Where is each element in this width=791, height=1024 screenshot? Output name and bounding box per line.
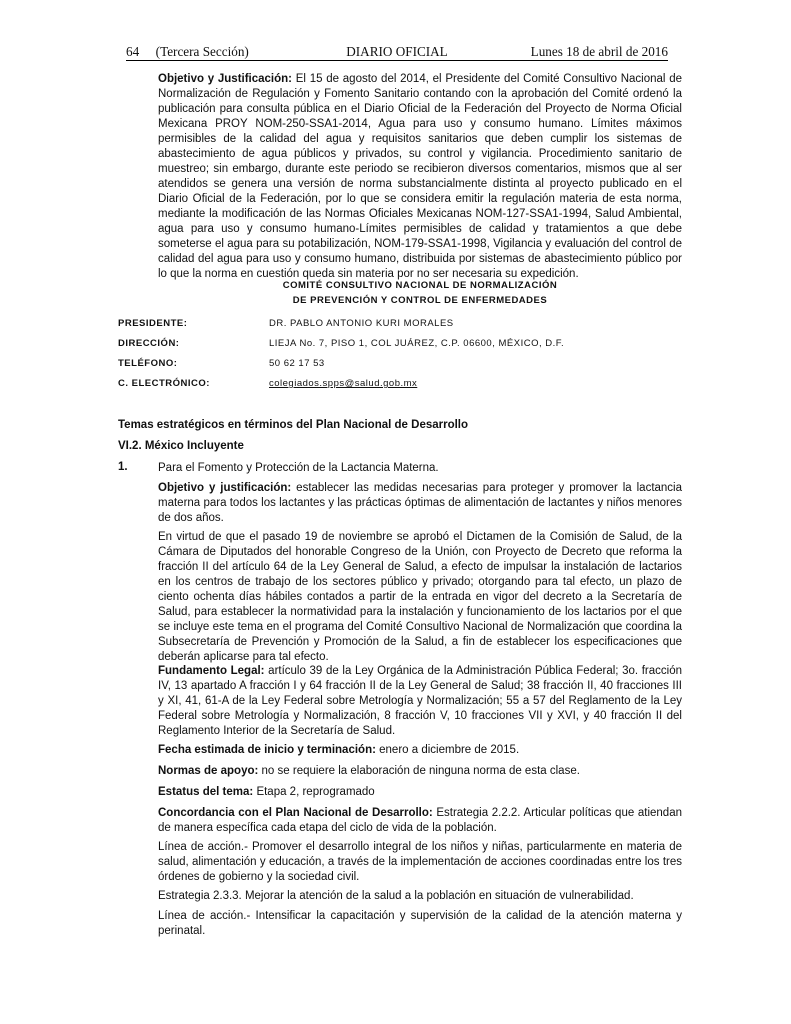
estatus-text: Etapa 2, reprogramado [256, 786, 375, 798]
email-link[interactable]: colegiados.spps@salud.gob.mx [269, 378, 418, 389]
linea-accion-2: Línea de acción.- Intensificar la capacitación y supervisión de la calidad de la atención materna y perinatal. [158, 910, 682, 937]
normas-text: no se requiere la elaboración de ninguna norma de esta clase. [261, 765, 580, 777]
page-number-section: 64 (Tercera Sección) [126, 44, 249, 59]
normas-label: Normas de apoyo: [158, 765, 259, 777]
section-title: Temas estratégicos en términos del Plan Nacional de Desarrollo [118, 419, 469, 431]
presidente-value: DR. PABLO ANTONIO KURI MORALES [269, 318, 454, 329]
intro-text: El 15 de agosto del 2014, el Presidente del Comité Consultivo Nacional de Normalización de Regulación y Fomento Sanitario contando con la aprobación del Comité ordenó la publicación para consulta pública en el Diario Oficial de la Federación del Proyecto de Norma Oficial Mexicana PROY NOM-250-SSA1-2014, Agua para uso y consumo humano. Límites máximos permisibles de la calidad del agua y requisitos sanitarios que deben cumplir los sistemas de abastecimiento de agua públicos y privados, su control y vigilancia. Procedimiento sanitario de muestreo; sin embargo, durante este periodo se recibieron diversos comentarios, mismos que al ser atendidos se genera una versión de norma substancialmente distinta al proyecto publicado en el Diario Oficial de la Federación, por lo que se considera emitir la regulación materia de esta norma, mediante la modificación de las Normas Oficiales Mexicanas NOM-127-SSA1-1994, Salud Ambiental, agua para uso y consumo humano-Límites permisibles de calidad y tratamientos a que debe someterse el agua para su potabilización, NOM-179-SSA1-1998, Vigilancia y evaluación del control de calidad del agua para uso y consumo humano, distribuida por sistemas de abastecimiento público por lo que la norma en cuestión queda sin materia por no ser necesaria su expedición. [158, 73, 683, 280]
committee-row-telefono [118, 358, 678, 372]
objetivo-text: establecer las medidas necesarias para proteger y promover la lactancia materna para todos los lactantes y las prácticas óptimas de alimentación de lactantes y niños menores de dos años. [158, 482, 683, 524]
telefono-value: 50 62 17 53 [269, 358, 325, 369]
virtud-paragraph: En virtud de que el pasado 19 de noviembre se aprobó el Dictamen de la Comisión de Salud, de la Cámara de Diputados del honorable Congreso de la Unión, con Proyecto de Decreto que reforma la fracción II del artículo 64 de la Ley General de Salud, a efecto de impulsar la instalación de lactarios en los centros de trabajo de los sectores público y privado; otorgando para tal efecto, un plazo de ciento ochenta días hábiles contados a partir de la entrada en vigor del decreto a la Secretaría de Salud, para establecer la normatividad para la instalación y funcionamiento de los lactarios por el que se incluye este tema en el programa del Comité Consultivo Nacional de Normalización que coordina la Subsecretaría de Prevención y Promoción de la Salud, a fin de establecer los especificaciones que deberán aplicarse para tal efecto. [158, 531, 682, 663]
item-number: 1. [118, 461, 128, 473]
header-rule [126, 60, 668, 61]
fecha-text: enero a diciembre de 2015. [379, 744, 520, 756]
fundamento-text: artículo 39 de la Ley Orgánica de la Administración Pública Federal; 3o. fracción IV, 13 apartado A fracción I y 64 fracción II de la Ley General de Salud; 38 fracción II, 40 fracciones III y XI, 41, 61-A de la Ley Federal sobre Metrología y Normalización; 55 a 57 del Reglamento de la Ley Federal sobre Metrología y Normalización, 8 fracción V, 10 fracciones VII y XVI, y 40 fracción II del Reglamento Interior de la Secretaría de Salud. [158, 665, 683, 737]
estrategia-2: Estrategia 2.3.3. Mejorar la atención de la salud a la población en situación de vulnerabilidad. [158, 890, 634, 902]
item-title: Para el Fomento y Protección de la Lactancia Materna. [158, 462, 439, 474]
publication-date: Lunes 18 de abril de 2016 [530, 44, 668, 59]
fundamento-label: Fundamento Legal: [158, 665, 265, 677]
direccion-label: DIRECCIÓN: [118, 338, 180, 349]
intro-label: Objetivo y Justificación: [158, 73, 293, 85]
committee-row-direccion [118, 338, 678, 352]
linea-accion-1: Línea de acción.- Promover el desarrollo integral de los niños y niñas, particularmente en materia de salud, alimentación y educación, a través de la implementación de acciones coordinadas entre los tres órdenes de gobierno y la sociedad civil. [158, 841, 682, 883]
fecha-paragraph [158, 743, 682, 758]
email-label: C. ELECTRÓNICO: [118, 378, 210, 389]
estatus-paragraph [158, 785, 682, 800]
fecha-label: Fecha estimada de inicio y terminación: [158, 744, 376, 756]
concordancia-text: Estrategia 2.2.2. Articular políticas que atiendan de manera específica cada etapa del ciclo de vida de la población. [158, 807, 682, 834]
objetivo-paragraph [158, 481, 682, 526]
committee-name-line1: COMITÉ CONSULTIVO NACIONAL DE NORMALIZACIÓN [282, 280, 558, 291]
page-header [126, 44, 668, 60]
concordancia-paragraph [158, 806, 682, 836]
committee-row-email [118, 378, 678, 392]
fundamento-paragraph [158, 664, 682, 739]
estatus-label: Estatus del tema: [158, 786, 254, 798]
direccion-value: LIEJA No. 7, PISO 1, COL JUÁREZ, C.P. 06600, MÉXICO, D.F. [269, 338, 565, 349]
presidente-label: PRESIDENTE: [118, 318, 188, 329]
concordancia-label: Concordancia con el Plan Nacional de Desarrollo: [158, 807, 433, 819]
section-subtitle: VI.2. México Incluyente [118, 440, 244, 452]
objetivo-label: Objetivo y justificación: [158, 482, 292, 494]
telefono-label: TELÉFONO: [118, 358, 178, 369]
committee-name-line2: DE PREVENCIÓN Y CONTROL DE ENFERMEDADES [292, 295, 548, 306]
publication-title: DIARIO OFICIAL [346, 44, 448, 59]
intro-paragraph [158, 72, 682, 282]
committee-row-presidente [118, 318, 678, 332]
normas-paragraph [158, 764, 682, 779]
